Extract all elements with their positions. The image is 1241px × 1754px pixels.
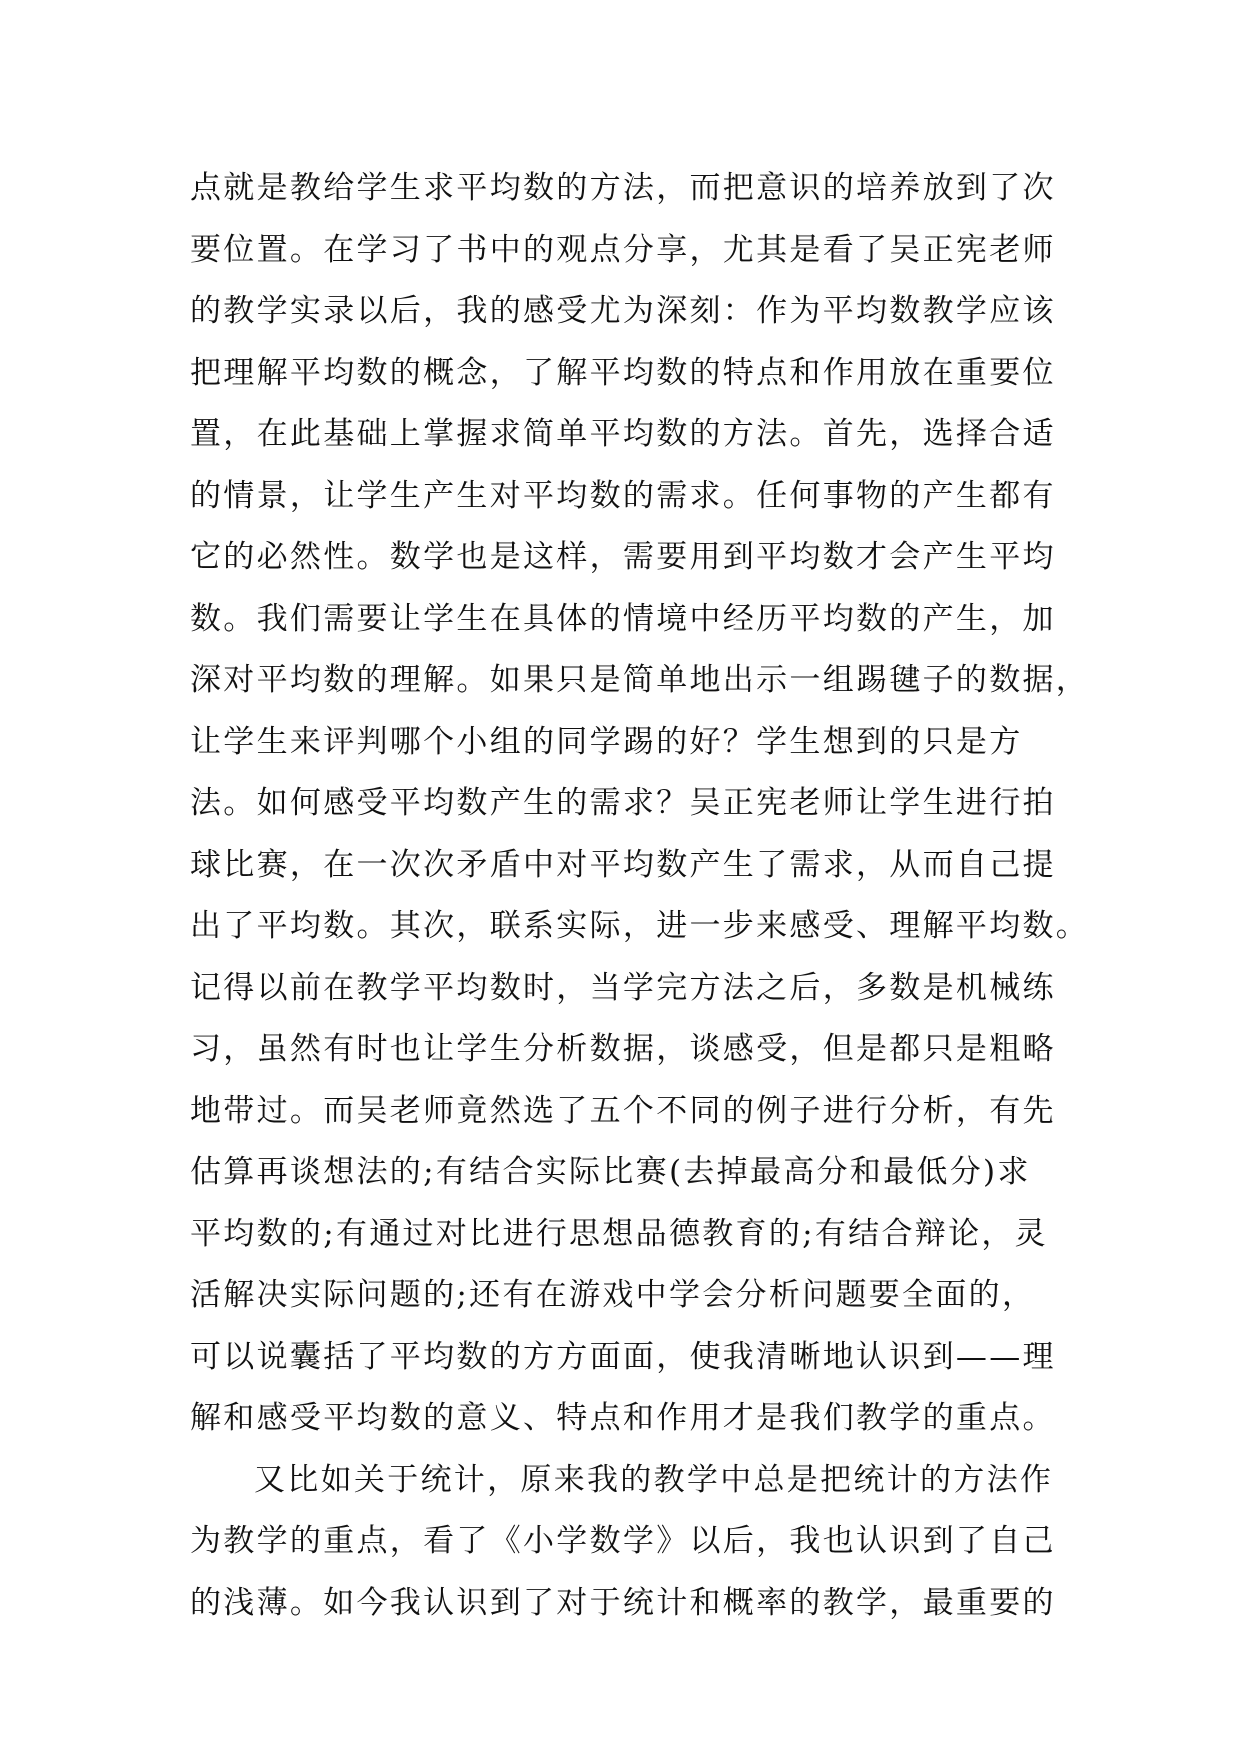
text-line: 活解决实际问题的;还有在游戏中学会分析问题要全面的， — [190, 1277, 1036, 1313]
text-line: 深对平均数的理解。如果只是简单地出示一组踢毽子的数据， — [190, 662, 1090, 698]
body-text — [190, 158, 1090, 1634]
text-line: 的浅薄。如今我认识到了对于统计和概率的教学，最重要的 — [190, 1584, 1056, 1621]
text-line: 让学生来评判哪个小组的同学踢的好？学生想到的只是方 — [190, 723, 1023, 760]
paragraph-start-line: 又比如关于统计，原来我的教学中总是把统计的方法作 — [254, 1461, 1054, 1498]
text-line: 它的必然性。数学也是这样，需要用到平均数才会产生平均 — [190, 539, 1056, 575]
text-line: 点就是教给学生求平均数的方法，而把意识的培养放到了次 — [190, 170, 1056, 206]
text-line: 的教学实录以后，我的感受尤为深刻：作为平均数教学应该 — [190, 293, 1056, 329]
text-line: 把理解平均数的概念，了解平均数的特点和作用放在重要位 — [190, 354, 1056, 391]
text-line: 平均数的;有通过对比进行思想品德教育的;有结合辩论，灵 — [190, 1215, 1048, 1252]
text-line: 习，虽然有时也让学生分析数据，谈感受，但是都只是粗略 — [190, 1031, 1056, 1067]
text-line: 置，在此基础上掌握求简单平均数的方法。首先，选择合适 — [190, 416, 1056, 452]
text-line: 记得以前在教学平均数时，当学完方法之后，多数是机械练 — [190, 969, 1056, 1006]
text-line: 数。我们需要让学生在具体的情境中经历平均数的产生，加 — [190, 600, 1056, 637]
text-line: 法。如何感受平均数产生的需求？吴正宪老师让学生进行拍 — [190, 785, 1056, 821]
text-line: 为教学的重点，看了《小学数学》以后，我也认识到了自己 — [190, 1523, 1056, 1559]
text-line: 可以说囊括了平均数的方方面面，使我清晰地认识到——理 — [190, 1338, 1056, 1375]
text-line: 解和感受平均数的意义、特点和作用才是我们教学的重点。 — [190, 1400, 1056, 1436]
text-line: 球比赛，在一次次矛盾中对平均数产生了需求，从而自己提 — [190, 846, 1056, 883]
text-line: 估算再谈想法的;有结合实际比赛(去掉最高分和最低分)求 — [190, 1154, 1031, 1190]
text-line: 出了平均数。其次，联系实际，进一步来感受、理解平均数。 — [190, 908, 1090, 944]
text-line: 的情景，让学生产生对平均数的需求。任何事物的产生都有 — [190, 477, 1056, 514]
text-line: 要位置。在学习了书中的观点分享，尤其是看了吴正宪老师 — [190, 231, 1056, 268]
text-line: 地带过。而吴老师竟然选了五个不同的例子进行分析，有先 — [190, 1092, 1056, 1129]
